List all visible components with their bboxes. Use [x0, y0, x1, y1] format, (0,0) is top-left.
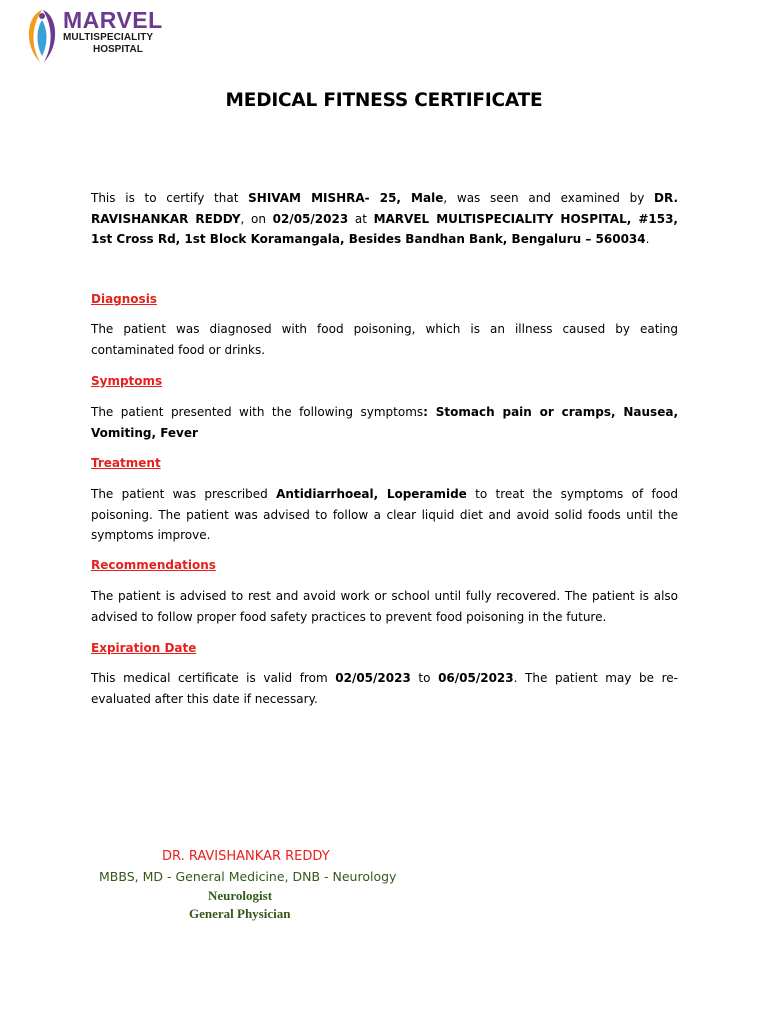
- logo-subtitle-2: HOSPITAL: [93, 44, 143, 55]
- intro-paragraph: [91, 188, 678, 250]
- symptoms-text: The patient presented with the following symptoms: [91, 405, 424, 419]
- valid-from-date: 02/05/2023: [335, 671, 411, 685]
- treatment-drugs: Antidiarrhoeal, Loperamide: [276, 487, 467, 501]
- diagnosis-text: The patient was diagnosed with food poisoning, which is an illness caused by eating contaminated food or drinks.: [91, 322, 678, 357]
- logo-emblem-icon: [22, 6, 62, 64]
- expiration-text: This medical certificate is valid from: [91, 671, 336, 685]
- signature-role-physician: General Physician: [189, 906, 291, 921]
- intro-text: , was seen and examined by: [443, 191, 655, 205]
- treatment-heading: Treatment: [91, 456, 161, 470]
- symptoms-section: [91, 402, 678, 443]
- exam-date: 02/05/2023: [272, 211, 349, 226]
- recommendations-heading: Recommendations: [91, 558, 216, 572]
- logo-subtitle: MULTISPECIALITY: [63, 32, 154, 43]
- hospital-logo: [22, 6, 182, 64]
- doctor-name: DR. RAVISHANKAR REDDY: [91, 191, 678, 226]
- symptoms-heading: Symptoms: [91, 374, 163, 388]
- expiration-heading: Expiration Date: [91, 641, 197, 655]
- signature-qualifications: MBBS, MD - General Medicine, DNB - Neurology: [99, 869, 397, 884]
- treatment-section: [91, 484, 678, 546]
- patient-name: SHIVAM MISHRA- 25, Male: [248, 191, 444, 205]
- symptoms-list: : Stomach pain or cramps, Nausea, Vomiting, Fever: [91, 405, 678, 440]
- signature-doctor-name: DR. RAVISHANKAR REDDY: [162, 849, 330, 864]
- signature-role-neurologist: Neurologist: [208, 888, 273, 903]
- page-title: MEDICAL FITNESS CERTIFICATE: [225, 90, 543, 111]
- expiration-section: [91, 668, 678, 709]
- expiration-text-2: to: [410, 671, 439, 685]
- intro-text: .: [645, 232, 650, 247]
- diagnosis-heading: Diagnosis: [91, 292, 157, 306]
- intro-text: , on: [240, 211, 273, 226]
- intro-text: at: [348, 211, 374, 226]
- treatment-text-2: to treat the symptoms of food poisoning. The patient was advised to follow a clear liquid diet and avoid solid foods until the symptoms improve.: [91, 487, 679, 543]
- treatment-text: The patient was prescribed: [91, 487, 277, 501]
- logo-text: [63, 8, 163, 56]
- recommendations-section: [91, 586, 678, 627]
- logo-name: MARVEL: [63, 7, 163, 33]
- valid-to-date: 06/05/2023: [438, 671, 514, 685]
- intro-text: This is to certify that: [91, 191, 249, 205]
- expiration-text-3: . The patient may be re-evaluated after this date if necessary.: [91, 671, 678, 706]
- recommendations-text: The patient is advised to rest and avoid work or school until fully recovered. The patient is also advised to follow proper food safety practices to prevent food poisoning in the future.: [91, 589, 678, 624]
- hospital-address: MARVEL MULTISPECIALITY HOSPITAL, #153, 1st Cross Rd, 1st Block Koramangala, Besides Bandhan Bank, Bengaluru – 560034: [91, 211, 678, 247]
- diagnosis-section: [91, 319, 678, 360]
